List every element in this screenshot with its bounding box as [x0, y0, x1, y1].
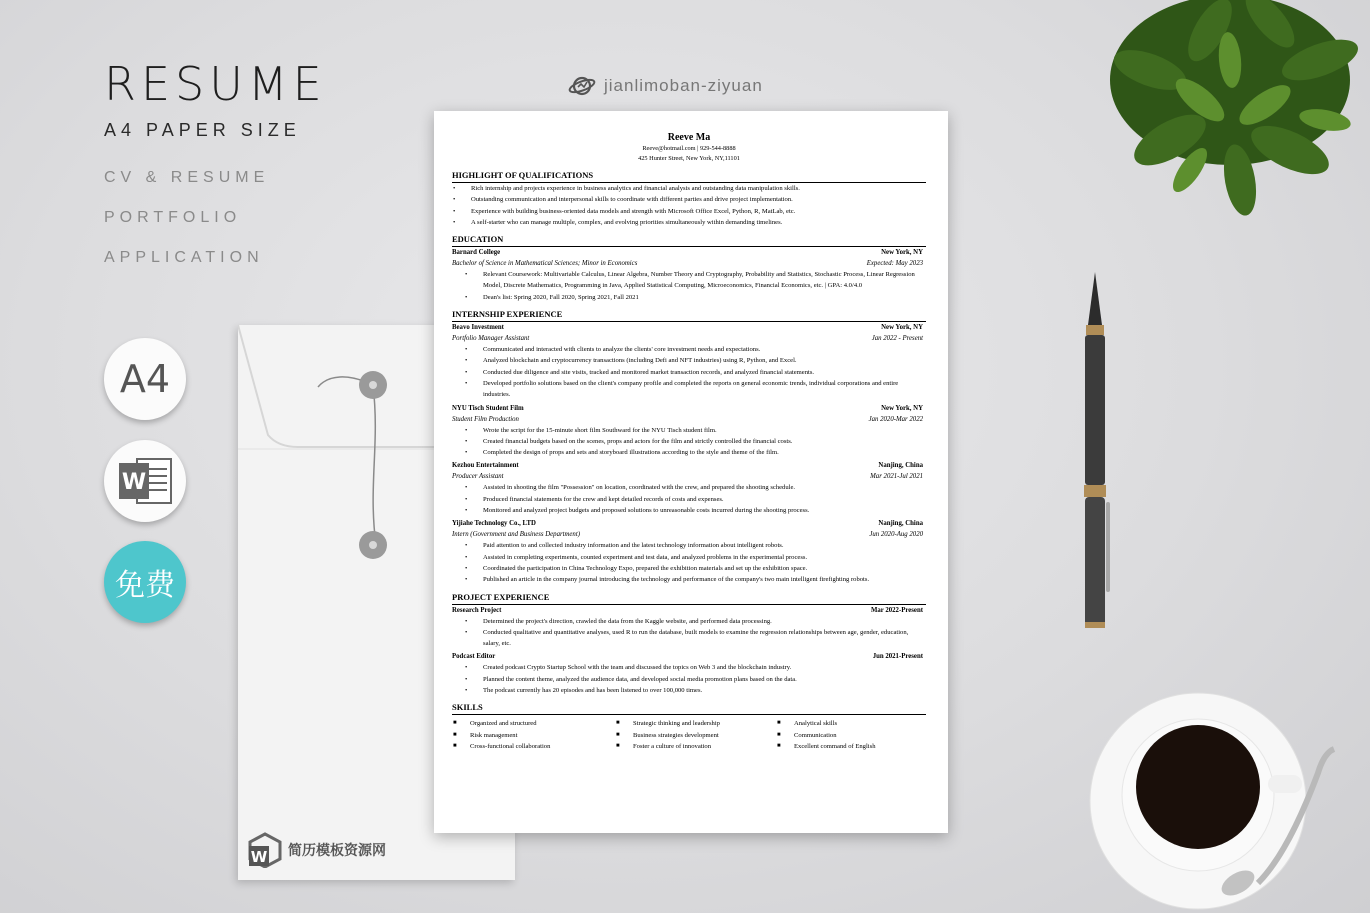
a4-badge: A4: [104, 338, 186, 420]
job-date: Jan 2022 - Present: [871, 335, 923, 343]
job-subheader: [452, 471, 926, 482]
list-item: • Conducted due diligence and site visits, tracked and monitored market transaction records, and analyzed financial statements.: [452, 367, 926, 378]
skills-grid: [452, 718, 926, 752]
section-heading: SKILLS: [452, 701, 926, 715]
promo-item: CV & RESUME: [104, 169, 270, 186]
job-subheader: [452, 529, 926, 540]
job-location: New York, NY: [881, 404, 923, 412]
job-header: [452, 460, 926, 471]
job-role: Portfolio Manager Assistant: [452, 335, 530, 343]
job-header: [452, 403, 926, 414]
skill-item: ■ Risk management: [452, 730, 615, 741]
word-doc-icon: [115, 455, 175, 507]
degree: Bachelor of Science in Mathematical Sciences; Minor in Economics: [452, 260, 638, 268]
free-badge: 免费: [104, 541, 186, 623]
watermark-logo-letter: W: [250, 848, 268, 866]
coffee-cup-decoration: [1088, 683, 1370, 913]
job-location: Nanjing, China: [878, 520, 923, 528]
skill-item: ■ Business strategies development: [615, 730, 776, 741]
promo-panel: [104, 58, 327, 267]
list-item: • Determined the project's direction, crawled the data from the Kaggle website, and performed data processing.: [452, 616, 926, 627]
list-item: • Produced financial statements for the crew and kept detailed records of costs and expenses.: [452, 494, 926, 505]
watermark-text: 简历模板资源网: [288, 843, 386, 859]
job-header: [452, 322, 926, 333]
list-item: • The podcast currently has 20 episodes and has been listened to over 100,000 times.: [452, 685, 926, 696]
list-item: • A self-starter who can manage multiple, complex, and evolving priorities simultaneously within demanding timelines.: [452, 217, 926, 228]
skill-item: ■ Communication: [776, 730, 926, 741]
highlights-list: [452, 183, 926, 228]
section-heading: PROJECT EXPERIENCE: [452, 591, 926, 605]
skill-item: ■ Organized and structured: [452, 718, 615, 729]
job-bullets: [452, 425, 926, 459]
promo-subtitle: A4 PAPER SIZE: [104, 120, 301, 140]
site-watermark: [248, 832, 386, 868]
list-item: • Completed the design of props and sets and storyboard illustrations according to the style and theme of the film.: [452, 447, 926, 458]
education-header: [452, 247, 926, 258]
job-role: Intern (Government and Business Department): [452, 531, 580, 539]
list-item: • Paid attention to and collected industry information and the latest technology information about intelligent robots.: [452, 540, 926, 551]
job-subheader: [452, 333, 926, 344]
skill-item: ■ Strategic thinking and leadership: [615, 718, 776, 729]
skill-item: ■ Analytical skills: [776, 718, 926, 729]
project-bullets: [452, 662, 926, 696]
skill-item: ■ Excellent command of English: [776, 741, 926, 752]
plant-decoration: [1090, 0, 1370, 230]
project-date: Jun 2021-Present: [872, 653, 923, 661]
job-role: Student Film Production: [452, 415, 519, 423]
project-date: Mar 2022-Present: [870, 606, 923, 614]
job-org: Yijiahe Technology Co., LTD: [452, 520, 536, 528]
job-org: NYU Tisch Student Film: [452, 404, 524, 412]
section-heading: HIGHLIGHT OF QUALIFICATIONS: [452, 169, 926, 183]
brand-mark: [568, 74, 763, 98]
planet-icon: [568, 74, 596, 98]
project-header: [452, 605, 926, 616]
school-name: Barnard College: [452, 249, 501, 257]
skill-item: ■ Foster a culture of innovation: [615, 741, 776, 752]
skill-item: ■ Cross-functional collaboration: [452, 741, 615, 752]
list-item: • Conducted qualitative and quantitative analyses, used R to run the database, built models to examine the regression relationships between age, gender, education, salary, etc.: [452, 627, 926, 650]
list-item: • Created financial budgets based on the scenes, props and actors for the film and strictly controlled the financial costs.: [452, 436, 926, 447]
job-bullets: [452, 344, 926, 400]
promo-item: APPLICATION: [104, 249, 264, 266]
degree-date: Expected: May 2023: [866, 260, 923, 268]
school-location: New York, NY: [881, 249, 923, 257]
list-item: • Coordinated the participation in China Technology Expo, prepared the exhibition materials and set up the exhibition space.: [452, 563, 926, 574]
job-org: Beavo Investment: [452, 324, 504, 332]
job-role: Producer Assistant: [452, 473, 504, 481]
project-header: [452, 651, 926, 662]
list-item: • Developed portfolio solutions based on the client's company profile and completed the reports on general economic trends, individual corporations and entire industries.: [452, 378, 926, 401]
promo-title: RESUME: [104, 57, 327, 111]
cube-logo-icon: [248, 832, 282, 868]
list-item: • Assisted in completing experiments, counted experiment and test data, and analyzed problems in the experimental process.: [452, 552, 926, 563]
job-location: New York, NY: [881, 324, 923, 332]
resume-address: 425 Hunter Street, New York, NY,11101: [638, 155, 740, 162]
list-item: • Created podcast Crypto Startup School with the team and discussed the topics on Web 3 and the blockchain industry.: [452, 662, 926, 673]
education-list: [452, 269, 926, 303]
job-header: [452, 518, 926, 529]
job-bullets: [452, 540, 926, 585]
job-date: Jan 2020-Mar 2022: [868, 415, 923, 423]
list-item: • Dean's list: Spring 2020, Fall 2020, Spring 2021, Fall 2021: [452, 292, 926, 303]
word-logo-letter: W: [121, 470, 147, 495]
resume-paper: [434, 111, 948, 833]
list-item: • Wrote the script for the 15-minute short film Southward for the NYU Tisch student film.: [452, 425, 926, 436]
list-item: • Rich internship and projects experience in business analytics and financial analysis and outstanding data manipulation skills.: [452, 183, 926, 194]
brand-text: jianlimoban-ziyuan: [604, 76, 763, 95]
job-org: Kezhou Entertainment: [452, 462, 519, 470]
education-subheader: [452, 258, 926, 269]
job-location: Nanjing, China: [878, 462, 923, 470]
word-badge: [104, 440, 186, 522]
list-item: • Analyzed blockchain and cryptocurrency transactions (including Defi and NFT industries) using R, Python, and Excel.: [452, 355, 926, 366]
resume-name: Reeve Ma: [667, 132, 711, 143]
promo-item: PORTFOLIO: [104, 209, 242, 226]
project-name: Research Project: [452, 606, 502, 614]
job-date: Jun 2020-Aug 2020: [869, 531, 923, 539]
job-date: Mar 2021-Jul 2021: [870, 473, 923, 481]
job-bullets: [452, 482, 926, 516]
list-item: • Planned the content theme, analyzed the audience data, and developed social media promotion plans based on the data.: [452, 674, 926, 685]
list-item: • Experience with building business-oriented data models and strength with Microsoft Office Excel, Python, R, MatLab, etc.: [452, 206, 926, 217]
section-heading: EDUCATION: [452, 233, 926, 247]
job-subheader: [452, 414, 926, 425]
list-item: • Communicated and interacted with clients to analyze the clients' core investment needs and expectations.: [452, 344, 926, 355]
list-item: • Published an article in the company journal introducing the technology and performance of the company's two main intelligent firefighting robots.: [452, 574, 926, 585]
list-item: • Outstanding communication and interpersonal skills to coordinate with different parties and drive project implementation.: [452, 194, 926, 205]
project-name: Podcast Editor: [452, 653, 496, 661]
resume-contact: Reeve@hotmail.com | 929-544-8888: [642, 145, 736, 152]
section-heading: INTERNSHIP EXPERIENCE: [452, 308, 926, 322]
pen-decoration: [1076, 270, 1116, 640]
list-item: • Assisted in shooting the film "Possession" on location, coordinated with the crew, and prepared the shooting schedule.: [452, 482, 926, 493]
list-item: • Relevant Coursework: Multivariable Calculus, Linear Algebra, Number Theory and Cryptography, Probability and Statistics, Stochastic Process, Linear Regression Model, Discrete Mathematics, Programming in Java, Applied Statistical Computing, Microeconomics, Financial Economics, etc. | GPA: 4.0/4.0: [452, 269, 926, 292]
list-item: • Monitored and analyzed project budgets and proposed solutions to unreasonable costs incurred during the shooting process.: [452, 505, 926, 516]
project-bullets: [452, 616, 926, 650]
